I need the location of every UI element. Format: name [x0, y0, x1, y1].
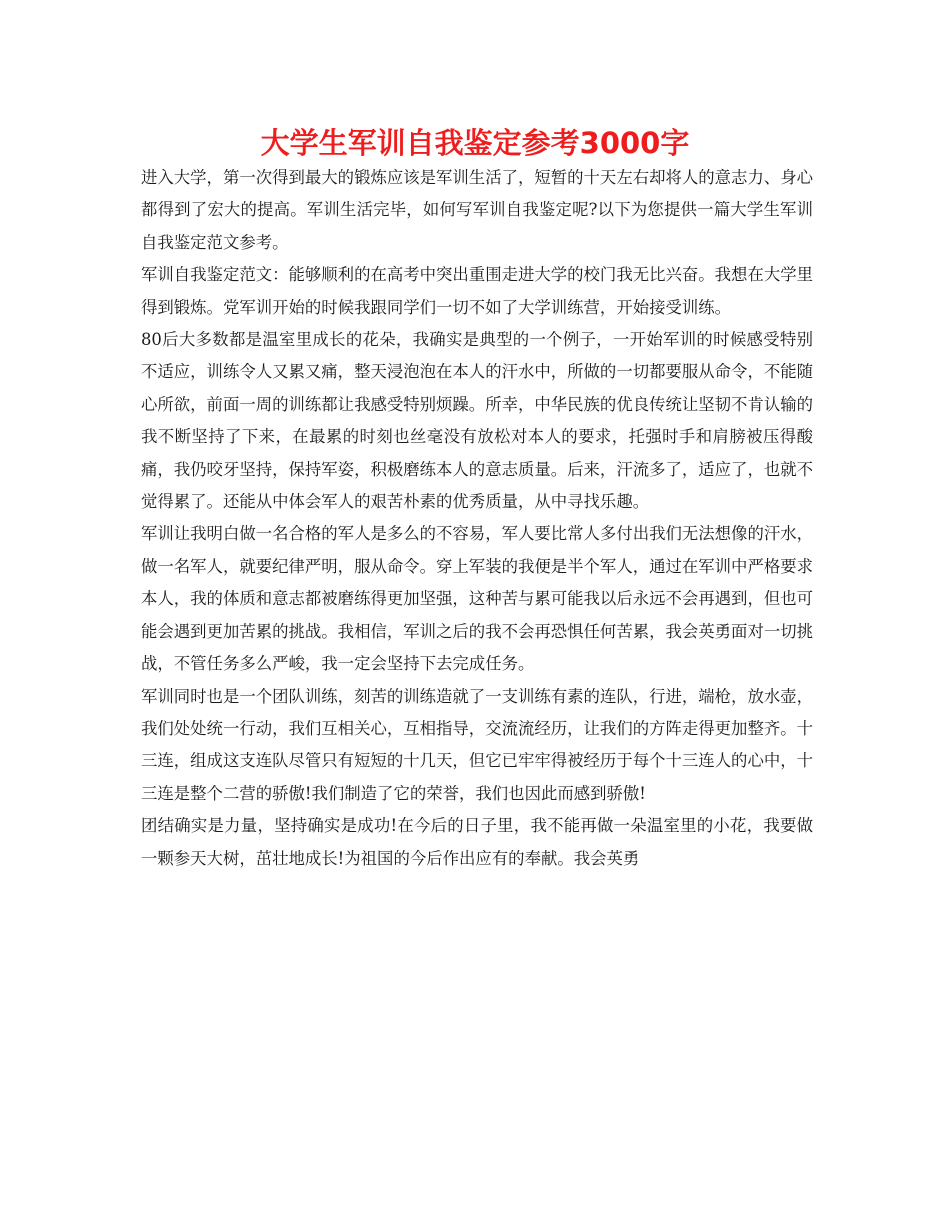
paragraph-6: 团结确实是力量，坚持确实是成功!在今后的日子里，我不能再做一朵温室里的小花，我要做一颗参天大树，茁壮地成长!为祖国的今后作出应有的奉献。我会英勇	[141, 816, 813, 868]
document-title: 大学生军训自我鉴定参考3000字	[260, 126, 690, 160]
paragraph-4: 军训让我明白做一名合格的军人是多么的不容易，军人要比常人多付出我们无法想像的汗水，做一名军人，就要纪律严明，服从命令。穿上军装的我便是半个军人，通过在军训中严格要求本人，我的体质和意志都被磨练得更加坚强，这种苦与累可能我以后永远不会再遇到，但也可能会遇到更加苦累的挑战。我相信，军训之后的我不会再恐惧任何苦累，我会英勇面对一切挑战，不管任务多么严峻，我一定会坚持下去完成任务。	[141, 524, 814, 674]
paragraph-5: 军训同时也是一个团队训练，刻苦的训练造就了一支训练有素的连队，行进，端枪，放水壶，我们处处统一行动，我们互相关心，互相指导，交流流经历，让我们的方阵走得更加整齐。十三连，组成这支连队尽管只有短短的十几天，但它已牢牢得被经历于每个十三连人的心中，十三连是整个二营的骄傲!我们制造了它的荣誉，我们也因此而感到骄傲!	[141, 686, 814, 803]
paragraph-3: 80后大多数都是温室里成长的花朵，我确实是典型的一个例子，一开始军训的时候感受特别不适应，训练令人又累又痛，整天浸泡泡在本人的汗水中，所做的一切都要服从命令，不能随心所欲，前面一周的训练都让我感受特别烦躁。所幸，中华民族的优良传统让坚韧不肯认输的我不断坚持了下来，在最累的时刻也丝毫没有放松对本人的要求，托强时手和肩膀被压得酸痛，我仍咬牙坚持，保持军姿，积极磨练本人的意志质量。后来，汗流多了，适应了，也就不觉得累了。还能从中体会军人的艰苦朴素的优秀质量，从中寻找乐趣。	[141, 330, 814, 512]
document-body	[141, 162, 813, 875]
paragraph-2: 军训自我鉴定范文：能够顺利的在高考中突出重围走进大学的校门我无比兴奋。我想在大学里得到锻炼。党军训开始的时候我跟同学们一切不如了大学训练营，开始接受训练。	[141, 265, 814, 317]
paragraph-1: 进入大学，第一次得到最大的锻炼应该是军训生活了，短暂的十天左右却将人的意志力、身心都得到了宏大的提高。军训生活完毕，如何写军训自我鉴定呢?以下为您提供一篇大学生军训自我鉴定范文参考。	[141, 168, 814, 252]
